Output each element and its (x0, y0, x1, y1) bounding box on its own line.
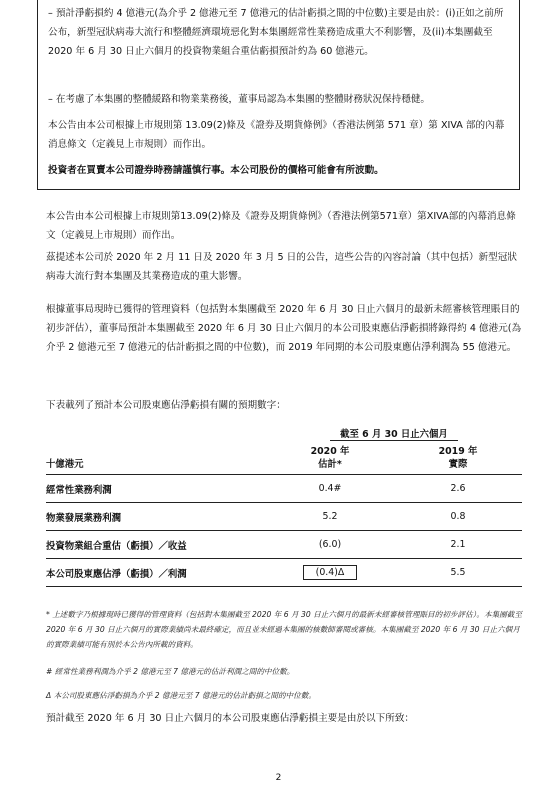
box-bullet-2: – 在考慮了本集團的整體緩路和物業業務後，董事局認為本集團的整體財務狀況保持穩健。 (48, 94, 431, 105)
footnote-net-loss: Δ 本公司股東應佔淨虧損為介乎 2 億港元至 7 億港元的估計虧損之間的中位數。 (46, 690, 316, 700)
paragraph-loss-reasons: 預計截至 2020 年 6 月 30 日止六個月的本公司股東應佔淨虧損主要是由於以下所致： (46, 713, 415, 724)
box-warning: 投資者在買賣本公司證券時務請謹慎行事。本公司股份的價格可能會有所波動。 (48, 165, 384, 176)
boxed-net-value: (0.4)Δ (303, 565, 358, 580)
unit-label: 十億港元 (46, 459, 84, 470)
table-row: 本公司股東應佔淨（虧損）／利潤 (0.4)Δ 5.5 (46, 559, 522, 587)
paragraph-previous-announcements: 茲提述本公司於 2020 年 2 月 11 日及 2020 年 3 月 5 日的公告，這些公告的內容討論（其中包括）新型冠狀病毒大流行對本集團及其業務造成的重大影響。 (46, 252, 517, 282)
footnote-recurring: # 經常性業務利潤為介乎 2 億港元至 7 億港元的估計利潤之間的中位數。 (46, 666, 295, 676)
table-row: 物業發展業務利潤 5.2 0.8 (46, 503, 522, 531)
page-number: 2 (275, 773, 282, 783)
column-2019: 2019 年 實際 (438, 446, 478, 470)
column-2020: 2020 年 估計* (310, 446, 350, 470)
footnote-estimate: * 上述數字乃根據現時已獲得的管理資料（包括對本集團截至 2020 年 6 月 30 日止六個月的最新未經審核管理賬目的初步評估）。本集團截至 2020 年 6 月 30 日止六個月的實際業績尚未最終確定，而且並未經過本集團的核數師審閱或審核。本集團截至 2020 年 6 月 30 日止六個月的實際業績可能有別於本公告內所載的資料。 (46, 609, 522, 649)
paragraph-rule-basis: 本公告由本公司根據上市規則第13.09(2)條及《證券及期貨條例》（香港法例第571章）第XIVA部的內幕消息條文（定義見上市規則）而作出。 (46, 211, 516, 241)
expected-figures-table (46, 426, 522, 587)
paragraph-expected-loss: 根據董事局現時已獲得的管理資料（包括對本集團截至 2020 年 6 月 30 日止六個月的最新未經審核管理賬目的初步評估），董事局預計本集團截至 2020 年 6 月 30 日止六個月的本公司股東應佔淨虧損將錄得約 4 億港元(為介乎 2 億港元至 7 億港元的估計虧損之間的中位數)，而 2019 年同期的本公司股東應佔淨利潤為 55 億港元。 (46, 304, 522, 353)
table-row: 經常性業務利潤 0.4# 2.6 (46, 475, 522, 503)
period-header: 截至 6 月 30 日止六個月 (266, 426, 522, 440)
box-rule-paragraph: 本公告由本公司根據上市規則第 13.09(2)條及《證券及期貨條例》（香港法例第 571 章）第 XIVA 部的內幕消息條文（定義見上市規則）而作出。 (48, 120, 505, 150)
box-bullet-1: – 預計淨虧損約 4 億港元(為介乎 2 億港元至 7 億港元的估計虧損之間的中位數)主要是由於：(i)正如之前所公布，新型冠狀病毒大流行和整體經濟環境惡化對本集團經常性業務造成重大不利影響，及(ii)本集團截至 2020 年 6 月 30 日止六個月的投資物業組合重估虧損預計約為 60 億港元。 (48, 8, 504, 57)
table-row: 投資物業組合重估（虧損）／收益 (6.0) 2.1 (46, 531, 522, 559)
paragraph-table-intro: 下表載列了預計本公司股東應佔淨虧損有關的預期數字： (46, 400, 286, 411)
